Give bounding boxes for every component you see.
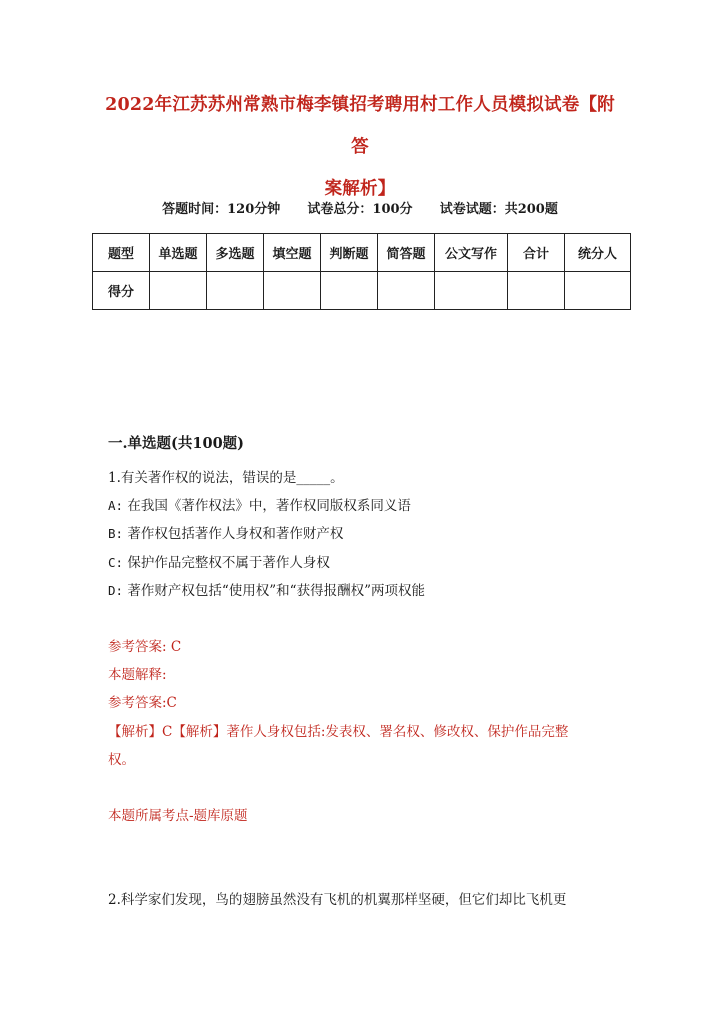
title-line-2: 案解析】 xyxy=(324,179,396,199)
analysis-line-1: 【解析】C【解析】著作人身权包括:发表权、署名权、修改权、保护作品完整 xyxy=(108,724,569,740)
question-1-stem: 1.有关著作权的说法，错误的是_____。 xyxy=(108,470,344,486)
header-cell: 公文写作 xyxy=(435,234,508,272)
option-d-text: 著作财产权包括“使用权”和“获得报酬权”两项权能 xyxy=(127,583,425,599)
header-cell: 题型 xyxy=(93,234,150,272)
info-time: 答题时间：120分钟 xyxy=(162,202,281,217)
score-cell xyxy=(435,272,508,310)
score-cell xyxy=(508,272,565,310)
score-cell xyxy=(150,272,207,310)
explanation-label: 本题解释: xyxy=(108,667,167,683)
answer-line-2: 参考答案:C xyxy=(108,695,177,711)
info-count: 试卷试题：共200题 xyxy=(439,202,558,217)
option-a-text: 在我国《著作权法》中，著作权同版权系同义语 xyxy=(127,498,411,514)
answer-line: 参考答案: C xyxy=(108,639,182,655)
header-cell: 判断题 xyxy=(321,234,378,272)
question-1-option-c xyxy=(108,551,330,571)
option-b-label: B: xyxy=(108,526,124,541)
header-cell: 多选题 xyxy=(207,234,264,272)
question-1-option-d xyxy=(108,579,425,599)
score-table-header-row xyxy=(93,234,631,272)
question-source: 本题所属考点-题库原题 xyxy=(108,808,248,824)
header-cell: 合计 xyxy=(508,234,565,272)
analysis-line-2: 权。 xyxy=(108,752,135,768)
header-cell: 填空题 xyxy=(264,234,321,272)
question-1-option-a xyxy=(108,494,411,514)
row-label-cell: 得分 xyxy=(93,272,150,310)
option-c-label: C: xyxy=(108,555,124,570)
document-title xyxy=(100,84,620,210)
score-cell xyxy=(207,272,264,310)
option-b-text: 著作权包括著作人身权和著作财产权 xyxy=(127,526,344,542)
title-line-1: 2022年江苏苏州常熟市梅李镇招考聘用村工作人员模拟试卷【附答 xyxy=(105,95,615,157)
section-title: 一.单选题(共100题) xyxy=(108,435,245,452)
score-table xyxy=(92,233,631,310)
header-cell: 单选题 xyxy=(150,234,207,272)
question-1-option-b xyxy=(108,522,343,542)
score-cell xyxy=(565,272,631,310)
header-cell: 统分人 xyxy=(565,234,631,272)
exam-info-line xyxy=(0,198,720,217)
score-cell xyxy=(378,272,435,310)
score-table-score-row xyxy=(93,272,631,310)
info-total: 试卷总分：100分 xyxy=(307,202,413,217)
score-cell xyxy=(264,272,321,310)
header-cell: 简答题 xyxy=(378,234,435,272)
option-a-label: A: xyxy=(108,498,124,513)
question-2-stem: 2.科学家们发现，鸟的翅膀虽然没有飞机的机翼那样坚硬，但它们却比飞机更 xyxy=(108,892,567,908)
option-c-text: 保护作品完整权不属于著作人身权 xyxy=(127,555,330,571)
option-d-label: D: xyxy=(108,583,124,598)
score-cell xyxy=(321,272,378,310)
